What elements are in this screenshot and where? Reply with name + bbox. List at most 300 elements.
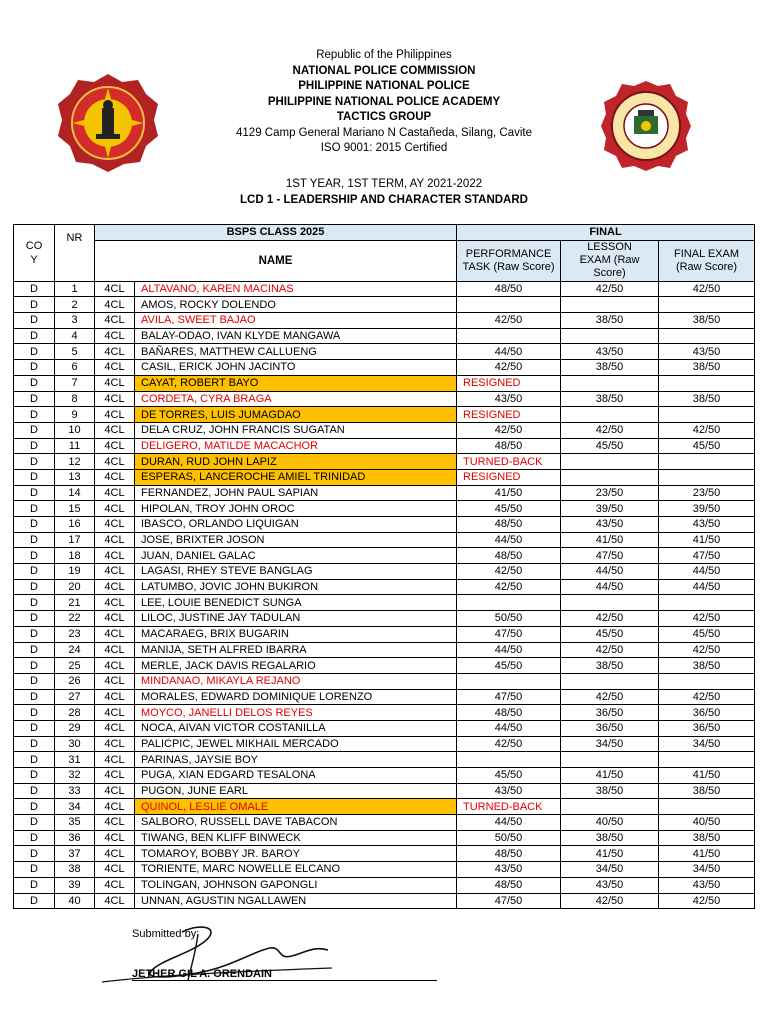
row-class: 4CL: [95, 642, 135, 658]
row-coy: D: [14, 595, 55, 611]
header-name: NAME: [95, 240, 457, 281]
row-final-exam: 42/50: [659, 642, 755, 658]
row-final-exam: [659, 673, 755, 689]
row-name: FERNANDEZ, JOHN PAUL SAPIAN: [135, 485, 457, 501]
row-final-exam: 41/50: [659, 532, 755, 548]
row-nr: 4: [55, 328, 95, 344]
row-final-exam: 36/50: [659, 720, 755, 736]
table-row: [14, 438, 755, 454]
row-performance-task: RESIGNED: [457, 375, 561, 391]
row-name: MOYCO, JANELLI DELOS REYES: [135, 705, 457, 721]
row-nr: 8: [55, 391, 95, 407]
row-coy: D: [14, 579, 55, 595]
row-class: 4CL: [95, 815, 135, 831]
row-nr: 11: [55, 438, 95, 454]
row-class: 4CL: [95, 752, 135, 768]
row-performance-task: 45/50: [457, 501, 561, 517]
row-class: 4CL: [95, 517, 135, 533]
row-coy: D: [14, 783, 55, 799]
row-name: PALICPIC, JEWEL MIKHAIL MERCADO: [135, 736, 457, 752]
grades-table-body: [14, 281, 755, 909]
row-performance-task: 47/50: [457, 626, 561, 642]
header-iso: ISO 9001: 2015 Certified: [320, 142, 448, 154]
row-name: MACARAEG, BRIX BUGARIN: [135, 626, 457, 642]
row-name: TOLINGAN, JOHNSON GAPONGLI: [135, 877, 457, 893]
row-coy: D: [14, 736, 55, 752]
row-coy: D: [14, 689, 55, 705]
table-row: [14, 830, 755, 846]
row-name: CAYAT, ROBERT BAYO: [135, 375, 457, 391]
row-final-exam: [659, 799, 755, 815]
row-lesson-exam: 38/50: [561, 830, 659, 846]
table-row: [14, 736, 755, 752]
header-final: FINAL: [457, 225, 755, 241]
row-name: BAÑARES, MATTHEW CALLUENG: [135, 344, 457, 360]
row-lesson-exam: [561, 799, 659, 815]
row-class: 4CL: [95, 736, 135, 752]
table-row: [14, 752, 755, 768]
header-nr: NR: [55, 225, 95, 282]
row-performance-task: 43/50: [457, 783, 561, 799]
row-class: 4CL: [95, 485, 135, 501]
row-performance-task: TURNED-BACK: [457, 799, 561, 815]
row-class: 4CL: [95, 391, 135, 407]
row-coy: D: [14, 642, 55, 658]
row-coy: D: [14, 720, 55, 736]
table-row: [14, 689, 755, 705]
row-coy: D: [14, 344, 55, 360]
row-name: CASIL, ERICK JOHN JACINTO: [135, 360, 457, 376]
row-lesson-exam: 42/50: [561, 689, 659, 705]
row-name: NOCA, AIVAN VICTOR COSTANILLA: [135, 720, 457, 736]
row-performance-task: [457, 328, 561, 344]
row-coy: D: [14, 407, 55, 423]
header-tactics-group: TACTICS GROUP: [336, 111, 432, 123]
row-final-exam: 38/50: [659, 830, 755, 846]
row-coy: D: [14, 281, 55, 297]
row-final-exam: 42/50: [659, 281, 755, 297]
row-lesson-exam: 42/50: [561, 422, 659, 438]
course-title: LCD 1 - LEADERSHIP AND CHARACTER STANDARD: [240, 194, 528, 206]
row-lesson-exam: [561, 595, 659, 611]
row-class: 4CL: [95, 548, 135, 564]
row-nr: 7: [55, 375, 95, 391]
row-final-exam: 45/50: [659, 626, 755, 642]
table-row: [14, 313, 755, 329]
row-class: 4CL: [95, 454, 135, 470]
row-name: LATUMBO, JOVIC JOHN BUKIRON: [135, 579, 457, 595]
table-row: [14, 595, 755, 611]
table-row: [14, 517, 755, 533]
row-final-exam: 38/50: [659, 658, 755, 674]
row-final-exam: 34/50: [659, 862, 755, 878]
table-row: [14, 548, 755, 564]
row-nr: 9: [55, 407, 95, 423]
row-class: 4CL: [95, 783, 135, 799]
row-class: 4CL: [95, 532, 135, 548]
table-row: [14, 768, 755, 784]
row-nr: 39: [55, 877, 95, 893]
row-lesson-exam: 47/50: [561, 548, 659, 564]
row-name: MERLE, JACK DAVIS REGALARIO: [135, 658, 457, 674]
table-row: [14, 799, 755, 815]
row-performance-task: 42/50: [457, 422, 561, 438]
row-nr: 12: [55, 454, 95, 470]
row-lesson-exam: 42/50: [561, 281, 659, 297]
row-name: AVILA, SWEET BAJAO: [135, 313, 457, 329]
row-final-exam: 39/50: [659, 501, 755, 517]
row-performance-task: 45/50: [457, 768, 561, 784]
row-class: 4CL: [95, 438, 135, 454]
table-row: [14, 783, 755, 799]
row-coy: D: [14, 846, 55, 862]
row-final-exam: [659, 407, 755, 423]
row-nr: 21: [55, 595, 95, 611]
row-performance-task: 42/50: [457, 579, 561, 595]
row-nr: 22: [55, 611, 95, 627]
table-row: [14, 893, 755, 909]
row-lesson-exam: 36/50: [561, 720, 659, 736]
row-nr: 33: [55, 783, 95, 799]
row-lesson-exam: 45/50: [561, 438, 659, 454]
row-final-exam: [659, 454, 755, 470]
table-row: [14, 673, 755, 689]
row-final-exam: [659, 297, 755, 313]
row-lesson-exam: 38/50: [561, 391, 659, 407]
row-name: LAGASI, RHEY STEVE BANGLAG: [135, 564, 457, 580]
row-class: 4CL: [95, 893, 135, 909]
row-class: 4CL: [95, 768, 135, 784]
table-row: [14, 611, 755, 627]
row-name: JUAN, DANIEL GALAC: [135, 548, 457, 564]
table-row: [14, 862, 755, 878]
row-nr: 26: [55, 673, 95, 689]
row-class: 4CL: [95, 626, 135, 642]
row-lesson-exam: [561, 375, 659, 391]
table-row: [14, 846, 755, 862]
row-coy: D: [14, 830, 55, 846]
table-row: [14, 328, 755, 344]
row-class: 4CL: [95, 877, 135, 893]
row-name: IBASCO, ORLANDO LIQUIGAN: [135, 517, 457, 533]
table-row: [14, 375, 755, 391]
row-final-exam: 41/50: [659, 846, 755, 862]
row-lesson-exam: 41/50: [561, 768, 659, 784]
header-lesson-exam: LESSON EXAM (Raw Score): [561, 240, 659, 281]
header-republic: Republic of the Philippines: [316, 49, 452, 61]
row-performance-task: 41/50: [457, 485, 561, 501]
row-final-exam: 42/50: [659, 689, 755, 705]
row-lesson-exam: 38/50: [561, 313, 659, 329]
row-name: CORDETA, CYRA BRAGA: [135, 391, 457, 407]
row-coy: D: [14, 815, 55, 831]
row-lesson-exam: 41/50: [561, 846, 659, 862]
row-coy: D: [14, 893, 55, 909]
table-row: [14, 626, 755, 642]
row-performance-task: 48/50: [457, 438, 561, 454]
table-row: [14, 658, 755, 674]
row-lesson-exam: 42/50: [561, 642, 659, 658]
row-performance-task: 44/50: [457, 642, 561, 658]
table-row: [14, 360, 755, 376]
row-final-exam: [659, 595, 755, 611]
row-nr: 28: [55, 705, 95, 721]
row-coy: D: [14, 705, 55, 721]
table-row: [14, 344, 755, 360]
row-lesson-exam: [561, 454, 659, 470]
row-performance-task: 48/50: [457, 877, 561, 893]
row-nr: 16: [55, 517, 95, 533]
row-final-exam: 43/50: [659, 877, 755, 893]
row-performance-task: 48/50: [457, 548, 561, 564]
row-final-exam: 47/50: [659, 548, 755, 564]
table-row: [14, 454, 755, 470]
table-row: [14, 642, 755, 658]
row-lesson-exam: [561, 752, 659, 768]
row-nr: 1: [55, 281, 95, 297]
row-class: 4CL: [95, 579, 135, 595]
row-lesson-exam: 42/50: [561, 893, 659, 909]
row-class: 4CL: [95, 799, 135, 815]
row-performance-task: 42/50: [457, 313, 561, 329]
row-lesson-exam: 38/50: [561, 783, 659, 799]
row-nr: 5: [55, 344, 95, 360]
row-class: 4CL: [95, 862, 135, 878]
table-row: [14, 422, 755, 438]
table-row: [14, 485, 755, 501]
row-name: JOSE, BRIXTER JOSON: [135, 532, 457, 548]
row-lesson-exam: 41/50: [561, 532, 659, 548]
row-performance-task: 50/50: [457, 830, 561, 846]
row-coy: D: [14, 548, 55, 564]
row-nr: 15: [55, 501, 95, 517]
row-final-exam: 42/50: [659, 893, 755, 909]
row-name: UNNAN, AGUSTIN NGALLAWEN: [135, 893, 457, 909]
document-header: [0, 48, 768, 157]
table-row: [14, 469, 755, 485]
row-nr: 31: [55, 752, 95, 768]
row-nr: 6: [55, 360, 95, 376]
table-row: [14, 501, 755, 517]
row-performance-task: RESIGNED: [457, 407, 561, 423]
row-name: LILOC, JUSTINE JAY TADULAN: [135, 611, 457, 627]
row-nr: 19: [55, 564, 95, 580]
row-coy: D: [14, 673, 55, 689]
row-nr: 40: [55, 893, 95, 909]
row-performance-task: 44/50: [457, 532, 561, 548]
row-final-exam: [659, 328, 755, 344]
row-coy: D: [14, 626, 55, 642]
row-name: ESPERAS, LANCEROCHE AMIEL TRINIDAD: [135, 469, 457, 485]
row-class: 4CL: [95, 281, 135, 297]
row-coy: D: [14, 360, 55, 376]
row-lesson-exam: 44/50: [561, 579, 659, 595]
row-lesson-exam: [561, 673, 659, 689]
row-final-exam: 44/50: [659, 564, 755, 580]
row-final-exam: 42/50: [659, 422, 755, 438]
row-name: MANIJA, SETH ALFRED IBARRA: [135, 642, 457, 658]
table-row: [14, 877, 755, 893]
row-lesson-exam: 45/50: [561, 626, 659, 642]
row-final-exam: 36/50: [659, 705, 755, 721]
row-performance-task: 42/50: [457, 360, 561, 376]
table-row: [14, 532, 755, 548]
row-performance-task: 48/50: [457, 281, 561, 297]
row-final-exam: 44/50: [659, 579, 755, 595]
row-final-exam: 23/50: [659, 485, 755, 501]
row-class: 4CL: [95, 564, 135, 580]
row-class: 4CL: [95, 501, 135, 517]
header-performance-task: PERFORMANCE TASK (Raw Score): [457, 240, 561, 281]
row-performance-task: 44/50: [457, 720, 561, 736]
row-final-exam: [659, 375, 755, 391]
row-class: 4CL: [95, 720, 135, 736]
row-performance-task: RESIGNED: [457, 469, 561, 485]
table-row: [14, 705, 755, 721]
row-name: PUGA, XIAN EDGARD TESALONA: [135, 768, 457, 784]
row-lesson-exam: 23/50: [561, 485, 659, 501]
row-performance-task: [457, 297, 561, 313]
submitted-by-label: Submitted by:: [132, 928, 200, 940]
row-nr: 25: [55, 658, 95, 674]
row-performance-task: 48/50: [457, 705, 561, 721]
row-nr: 38: [55, 862, 95, 878]
row-performance-task: 47/50: [457, 893, 561, 909]
row-final-exam: 38/50: [659, 783, 755, 799]
header-final-exam: FINAL EXAM (Raw Score): [659, 240, 755, 281]
row-performance-task: 48/50: [457, 846, 561, 862]
row-name: DE TORRES, LUIS JUMAGDAO: [135, 407, 457, 423]
row-name: QUINOL, LESLIE OMALE: [135, 799, 457, 815]
row-coy: D: [14, 752, 55, 768]
row-lesson-exam: 43/50: [561, 344, 659, 360]
row-class: 4CL: [95, 360, 135, 376]
row-coy: D: [14, 328, 55, 344]
row-lesson-exam: 40/50: [561, 815, 659, 831]
row-performance-task: [457, 752, 561, 768]
row-lesson-exam: [561, 469, 659, 485]
row-name: DELA CRUZ, JOHN FRANCIS SUGATAN: [135, 422, 457, 438]
row-class: 4CL: [95, 611, 135, 627]
table-row: [14, 391, 755, 407]
row-performance-task: 42/50: [457, 736, 561, 752]
row-nr: 3: [55, 313, 95, 329]
row-final-exam: 41/50: [659, 768, 755, 784]
row-name: PARINAS, JAYSIE BOY: [135, 752, 457, 768]
row-lesson-exam: 44/50: [561, 564, 659, 580]
row-class: 4CL: [95, 689, 135, 705]
header-address: 4129 Camp General Mariano N Castañeda, Silang, Cavite: [236, 126, 532, 139]
row-coy: D: [14, 501, 55, 517]
row-coy: D: [14, 799, 55, 815]
row-performance-task: 43/50: [457, 862, 561, 878]
row-name: TIWANG, BEN KLIFF BINWECK: [135, 830, 457, 846]
row-performance-task: TURNED-BACK: [457, 454, 561, 470]
row-coy: D: [14, 391, 55, 407]
row-class: 4CL: [95, 673, 135, 689]
row-final-exam: [659, 752, 755, 768]
row-coy: D: [14, 454, 55, 470]
row-performance-task: 50/50: [457, 611, 561, 627]
row-class: 4CL: [95, 658, 135, 674]
row-name: AMOS, ROCKY DOLENDO: [135, 297, 457, 313]
row-class: 4CL: [95, 705, 135, 721]
row-lesson-exam: [561, 407, 659, 423]
row-lesson-exam: 34/50: [561, 862, 659, 878]
row-class: 4CL: [95, 469, 135, 485]
row-lesson-exam: [561, 328, 659, 344]
row-nr: 13: [55, 469, 95, 485]
row-final-exam: 45/50: [659, 438, 755, 454]
row-performance-task: 42/50: [457, 564, 561, 580]
row-final-exam: 40/50: [659, 815, 755, 831]
row-coy: D: [14, 485, 55, 501]
row-class: 4CL: [95, 595, 135, 611]
row-nr: 29: [55, 720, 95, 736]
row-class: 4CL: [95, 422, 135, 438]
row-name: MORALES, EDWARD DOMINIQUE LORENZO: [135, 689, 457, 705]
row-name: HIPOLAN, TROY JOHN OROC: [135, 501, 457, 517]
header-pnp: PHILIPPINE NATIONAL POLICE: [298, 80, 470, 92]
row-performance-task: 44/50: [457, 815, 561, 831]
row-nr: 20: [55, 579, 95, 595]
row-coy: D: [14, 564, 55, 580]
row-nr: 30: [55, 736, 95, 752]
header-napolcom: NATIONAL POLICE COMMISSION: [292, 64, 476, 77]
row-nr: 14: [55, 485, 95, 501]
row-performance-task: 47/50: [457, 689, 561, 705]
table-row: [14, 297, 755, 313]
table-row: [14, 720, 755, 736]
row-nr: 23: [55, 626, 95, 642]
row-name: ALTAVANO, KAREN MACINAS: [135, 281, 457, 297]
row-performance-task: 44/50: [457, 344, 561, 360]
row-nr: 34: [55, 799, 95, 815]
row-name: MINDANAO, MIKAYLA REJANO: [135, 673, 457, 689]
row-performance-task: [457, 673, 561, 689]
row-coy: D: [14, 375, 55, 391]
row-coy: D: [14, 877, 55, 893]
row-name: PUGON, JUNE EARL: [135, 783, 457, 799]
row-name: LEE, LOUIE BENEDICT SUNGA: [135, 595, 457, 611]
row-class: 4CL: [95, 344, 135, 360]
row-lesson-exam: 36/50: [561, 705, 659, 721]
row-class: 4CL: [95, 407, 135, 423]
table-row: [14, 579, 755, 595]
row-class: 4CL: [95, 375, 135, 391]
row-name: TOMAROY, BOBBY JR. BAROY: [135, 846, 457, 862]
row-coy: D: [14, 862, 55, 878]
row-lesson-exam: [561, 297, 659, 313]
row-name: SALBORO, RUSSELL DAVE TABACON: [135, 815, 457, 831]
row-final-exam: 34/50: [659, 736, 755, 752]
row-nr: 24: [55, 642, 95, 658]
row-coy: D: [14, 422, 55, 438]
row-coy: D: [14, 313, 55, 329]
signer-name: JETHER GIL A. ORENDAIN: [132, 968, 437, 981]
row-class: 4CL: [95, 846, 135, 862]
header-pnpa: PHILIPPINE NATIONAL POLICE ACADEMY: [267, 95, 501, 108]
row-final-exam: 42/50: [659, 611, 755, 627]
row-lesson-exam: 42/50: [561, 611, 659, 627]
row-name: BALAY-ODAO, IVAN KLYDE MANGAWA: [135, 328, 457, 344]
row-performance-task: 43/50: [457, 391, 561, 407]
row-nr: 37: [55, 846, 95, 862]
term-line: 1ST YEAR, 1ST TERM, AY 2021-2022: [285, 178, 483, 190]
row-class: 4CL: [95, 328, 135, 344]
row-nr: 17: [55, 532, 95, 548]
row-final-exam: 43/50: [659, 517, 755, 533]
